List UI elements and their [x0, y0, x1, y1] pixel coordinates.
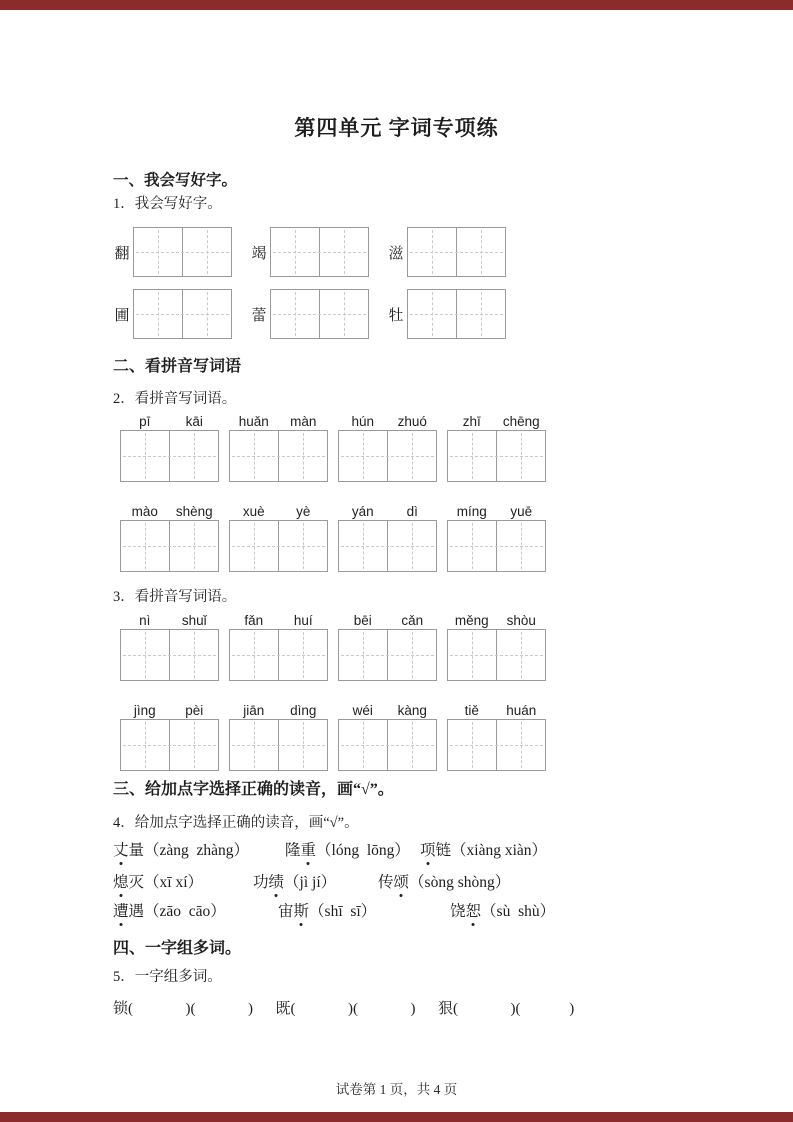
pinyin-group	[447, 413, 546, 482]
pinyin-group	[229, 503, 328, 572]
writing-grid-group	[250, 289, 369, 339]
pinyin-syllable: hún	[351, 414, 375, 429]
pinyin-options: （sù shù）	[481, 903, 556, 920]
pinyin-syllable: pèi	[185, 703, 204, 718]
pinyin-syllable: màn	[290, 414, 317, 429]
writing-grid-box	[407, 289, 506, 339]
pinyin-labels	[120, 413, 219, 430]
character: 隆	[285, 842, 301, 859]
pronunciation-phrase	[113, 901, 278, 923]
pinyin-labels	[338, 702, 437, 719]
writing-grid-box	[447, 629, 546, 681]
writing-grid-box	[120, 719, 219, 771]
pinyin-syllable: xuè	[242, 504, 265, 519]
grid-cell	[271, 228, 319, 276]
writing-grid-group	[387, 227, 506, 277]
pronunciation-phrase	[113, 872, 253, 894]
pinyin-labels	[120, 612, 219, 629]
writing-grid-box	[229, 719, 328, 771]
dotted-character: 遭	[113, 901, 129, 923]
pinyin-group	[447, 503, 546, 572]
pinyin-group	[120, 702, 219, 771]
grid-cell	[169, 521, 218, 571]
pinyin-group	[229, 612, 328, 681]
grid-cell	[387, 630, 436, 680]
grid-cell	[339, 431, 387, 481]
grid-cell	[319, 228, 368, 276]
grid-cell	[134, 290, 182, 338]
pinyin-group	[338, 503, 437, 572]
pinyin-options: （sòng shòng）	[409, 874, 511, 891]
grid-cell	[278, 431, 327, 481]
pinyin-labels	[229, 503, 328, 520]
writing-grid-box	[120, 520, 219, 572]
top-edge-bar	[0, 0, 793, 10]
pinyin-syllable: bēi	[353, 613, 372, 628]
pinyin-syllable: míng	[456, 504, 487, 519]
pinyin-syllable: yuē	[510, 504, 533, 519]
writing-grid-group	[113, 227, 232, 277]
grid-cell	[278, 521, 327, 571]
pinyin-group	[338, 612, 437, 681]
grid-cell	[408, 228, 456, 276]
pinyin-syllable: huán	[506, 703, 537, 718]
pinyin-syllable: dìng	[290, 703, 317, 718]
dotted-character: 熄	[113, 872, 129, 894]
pinyin-group	[338, 413, 437, 482]
writing-grid-box	[229, 520, 328, 572]
pinyin-syllable: chēng	[502, 414, 540, 429]
pronunciation-phrase	[420, 840, 547, 862]
pronunciation-row	[113, 840, 753, 862]
writing-grid-box	[338, 629, 437, 681]
pinyin-options: （xī xí）	[144, 874, 204, 891]
grid-cell	[134, 228, 182, 276]
pinyin-group	[120, 503, 219, 572]
pinyin-syllable: huí	[293, 613, 313, 628]
pinyin-group	[229, 413, 328, 482]
writing-grid-row	[113, 289, 753, 339]
section3-heading: 三、给加点字选择正确的读音，画“√”。	[113, 781, 394, 798]
pinyin-syllable: shòu	[506, 613, 536, 628]
pinyin-syllable: tiě	[464, 703, 479, 718]
pinyin-syllable: zhuó	[397, 414, 427, 429]
dotted-character: 重	[301, 840, 317, 862]
pronunciation-phrase	[450, 901, 555, 923]
pinyin-syllable: zhī	[462, 414, 481, 429]
page-title: 第四单元 字词专项练	[294, 116, 499, 140]
writing-grid-box	[407, 227, 506, 277]
pinyin-group	[229, 702, 328, 771]
pinyin-labels	[338, 503, 437, 520]
pinyin-options: （xiàng xiàn）	[451, 842, 548, 859]
grid-cell	[387, 431, 436, 481]
grid-cell	[496, 431, 545, 481]
character: 饶	[450, 903, 466, 920]
writing-grid-box	[447, 520, 546, 572]
writing-grid-box	[120, 430, 219, 482]
pinyin-syllable: měng	[454, 613, 489, 628]
grid-cell	[169, 630, 218, 680]
section4-heading: 四、一字组多词。	[113, 940, 242, 957]
writing-grid-box	[338, 430, 437, 482]
pinyin-options: （jì jí）	[284, 874, 337, 891]
pinyin-syllable: dì	[406, 504, 418, 519]
section1-heading: 一、我会写好字。	[113, 172, 238, 189]
word-building-line: 锁( )( ) 既( )( ) 狠( )( )	[113, 1001, 575, 1017]
pinyin-syllable: mào	[131, 504, 158, 519]
pinyin-labels	[447, 612, 546, 629]
dotted-character: 绩	[269, 872, 285, 894]
writing-grid-group	[113, 289, 232, 339]
pinyin-labels	[229, 702, 328, 719]
grid-cell	[319, 290, 368, 338]
grid-cell	[456, 290, 505, 338]
grid-cell	[169, 720, 218, 770]
pinyin-syllable: jiān	[243, 703, 265, 718]
grid-cell	[387, 720, 436, 770]
question-1-label: 1．我会写好字。	[113, 196, 222, 212]
pinyin-syllable: yán	[351, 504, 374, 519]
grid-cell	[121, 431, 169, 481]
pinyin-row	[120, 503, 753, 572]
pinyin-group	[338, 702, 437, 771]
pinyin-syllable: nì	[139, 613, 151, 628]
model-character: 翻	[114, 245, 130, 262]
pinyin-group	[120, 413, 219, 482]
page-footer: 试卷第 1 页，共 4 页	[335, 1082, 458, 1097]
model-character: 滋	[388, 245, 404, 262]
pinyin-row	[120, 612, 753, 681]
grid-cell	[230, 630, 278, 680]
pinyin-options: （zàng zhàng）	[144, 842, 250, 859]
question-5-label: 5．一字组多词。	[113, 969, 222, 985]
writing-grid-row	[113, 227, 753, 277]
dotted-character: 斯	[294, 901, 310, 923]
pronunciation-row	[113, 901, 753, 923]
pinyin-group	[120, 612, 219, 681]
dotted-character: 颂	[394, 872, 410, 894]
section2-heading: 二、看拼音写词语	[113, 358, 242, 375]
pinyin-labels	[338, 612, 437, 629]
writing-grid-box	[133, 227, 232, 277]
pinyin-row	[120, 413, 753, 482]
grid-cell	[278, 720, 327, 770]
character: 功	[253, 874, 269, 891]
grid-cell	[169, 431, 218, 481]
page-content	[0, 170, 793, 1020]
grid-cell	[121, 630, 169, 680]
grid-cell	[230, 521, 278, 571]
character: 链	[435, 842, 452, 859]
grid-cell	[448, 431, 496, 481]
question-3-label: 3．看拼音写词语。	[113, 589, 237, 605]
bottom-edge-bar	[0, 1112, 793, 1122]
grid-cell	[448, 521, 496, 571]
writing-grid-box	[447, 719, 546, 771]
pinyin-syllable: yè	[296, 504, 311, 519]
grid-cell	[496, 521, 545, 571]
pinyin-labels	[447, 702, 546, 719]
writing-grid-group	[250, 227, 369, 277]
model-character: 蕾	[251, 307, 267, 324]
pronunciation-phrase	[253, 872, 378, 894]
pinyin-syllable: cǎn	[401, 613, 424, 628]
pinyin-labels	[229, 612, 328, 629]
pinyin-syllable: jìng	[133, 703, 156, 718]
grid-cell	[182, 228, 231, 276]
pinyin-group	[447, 702, 546, 771]
character: 量	[128, 842, 145, 859]
grid-cell	[339, 630, 387, 680]
writing-grid-box	[338, 719, 437, 771]
pinyin-syllable: kāi	[185, 414, 203, 429]
grid-cell	[278, 630, 327, 680]
pinyin-syllable: huǎn	[238, 414, 269, 429]
writing-grid-box	[270, 289, 369, 339]
dotted-character: 项	[420, 840, 436, 862]
pinyin-syllable: kàng	[397, 703, 427, 718]
pronunciation-phrase	[113, 840, 285, 862]
pronunciation-phrase	[285, 840, 420, 862]
character: 遇	[128, 903, 145, 920]
grid-cell	[448, 720, 496, 770]
character: 灭	[128, 874, 145, 891]
grid-cell	[121, 521, 169, 571]
grid-cell	[230, 431, 278, 481]
pinyin-labels	[447, 413, 546, 430]
pinyin-options: （zāo cāo）	[144, 903, 226, 920]
model-character: 牡	[388, 307, 404, 324]
pinyin-options: （shī sī）	[309, 903, 377, 920]
pinyin-syllable: fǎn	[244, 613, 264, 628]
writing-grid-box	[338, 520, 437, 572]
writing-grid-group	[387, 289, 506, 339]
writing-grid-rows	[113, 227, 753, 339]
pinyin-syllable: shèng	[175, 504, 213, 519]
grid-cell	[496, 720, 545, 770]
pinyin-labels	[229, 413, 328, 430]
grid-cell	[339, 521, 387, 571]
grid-cell	[121, 720, 169, 770]
pinyin-options: （lóng lōng）	[316, 842, 410, 859]
pinyin-labels	[447, 503, 546, 520]
character: 宙	[278, 903, 294, 920]
pinyin-syllable: pī	[139, 414, 151, 429]
writing-grid-box	[229, 629, 328, 681]
writing-grid-box	[120, 629, 219, 681]
pinyin-labels	[338, 413, 437, 430]
model-character: 圃	[114, 307, 130, 324]
character: 传	[378, 874, 394, 891]
grid-cell	[496, 630, 545, 680]
grid-cell	[448, 630, 496, 680]
writing-grid-box	[229, 430, 328, 482]
pinyin-row	[120, 702, 753, 771]
pronunciation-phrase	[378, 872, 510, 894]
grid-cell	[182, 290, 231, 338]
grid-cell	[271, 290, 319, 338]
pronunciation-phrase	[278, 901, 450, 923]
model-character: 竭	[251, 245, 267, 262]
grid-cell	[230, 720, 278, 770]
pinyin-syllable: shuǐ	[181, 613, 207, 628]
grid-cell	[387, 521, 436, 571]
question-4-label: 4．给加点字选择正确的读音，画“√”。	[113, 815, 359, 831]
pronunciation-row	[113, 872, 753, 894]
pinyin-labels	[120, 702, 219, 719]
dotted-character: 丈	[113, 840, 129, 862]
writing-grid-box	[133, 289, 232, 339]
pinyin-labels	[120, 503, 219, 520]
question-2-label: 2．看拼音写词语。	[113, 391, 237, 407]
writing-grid-box	[447, 430, 546, 482]
pinyin-syllable: wéi	[352, 703, 373, 718]
dotted-character: 恕	[466, 901, 482, 923]
grid-cell	[339, 720, 387, 770]
pinyin-group	[447, 612, 546, 681]
grid-cell	[456, 228, 505, 276]
grid-cell	[408, 290, 456, 338]
writing-grid-box	[270, 227, 369, 277]
